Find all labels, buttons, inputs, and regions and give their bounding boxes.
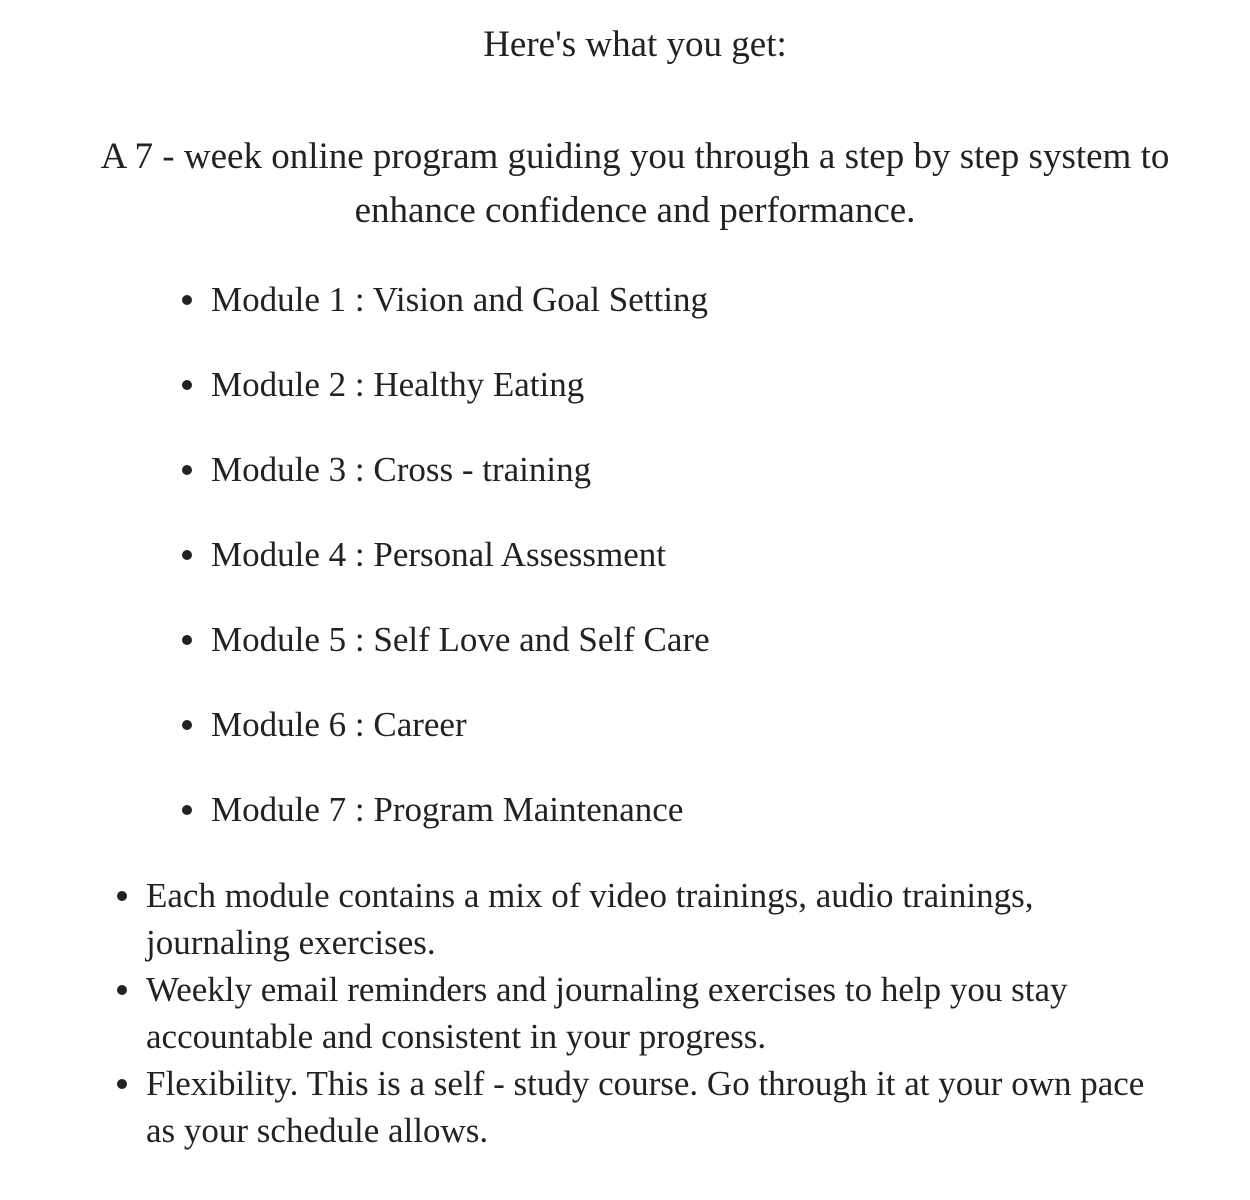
program-intro: A 7 - week online program guiding you through a step by step system to enhance confidence and performance. [100, 136, 1170, 231]
module-item [180, 361, 710, 446]
bullet-icon [182, 720, 192, 730]
bullet-icon [117, 985, 127, 995]
bullet-icon [182, 465, 192, 475]
module-label: Module 6 : Career [211, 705, 467, 744]
module-item [180, 786, 710, 871]
bullet-icon [117, 1079, 127, 1089]
bullet-icon [182, 550, 192, 560]
feature-item [115, 966, 1175, 1060]
feature-text: Weekly email reminders and journaling exercises to help you stay accountable and consistent in your progress. [146, 970, 1068, 1056]
bullet-icon [182, 635, 192, 645]
module-label: Module 1 : Vision and Goal Setting [211, 280, 708, 319]
bullet-icon [182, 380, 192, 390]
bullet-icon [182, 295, 192, 305]
module-item [180, 701, 710, 786]
module-label: Module 4 : Personal Assessment [211, 535, 666, 574]
bullet-icon [117, 891, 127, 901]
bullet-icon [182, 805, 192, 815]
module-label: Module 3 : Cross - training [211, 450, 592, 489]
feature-text: Each module contains a mix of video trainings, audio trainings, journaling exercises. [146, 876, 1034, 962]
module-item [180, 616, 710, 701]
module-label: Module 7 : Program Maintenance [211, 790, 684, 829]
module-list [180, 276, 710, 871]
module-item [180, 276, 710, 361]
section-heading: Here's what you get: [483, 24, 787, 65]
module-label: Module 5 : Self Love and Self Care [211, 620, 710, 659]
feature-item [115, 872, 1175, 966]
feature-list [115, 872, 1175, 1154]
feature-item [115, 1060, 1175, 1154]
module-item [180, 446, 710, 531]
module-label: Module 2 : Healthy Eating [211, 365, 585, 404]
feature-text: Flexibility. This is a self - study course. Go through it at your own pace as your schedule allows. [146, 1064, 1145, 1150]
module-item [180, 531, 710, 616]
